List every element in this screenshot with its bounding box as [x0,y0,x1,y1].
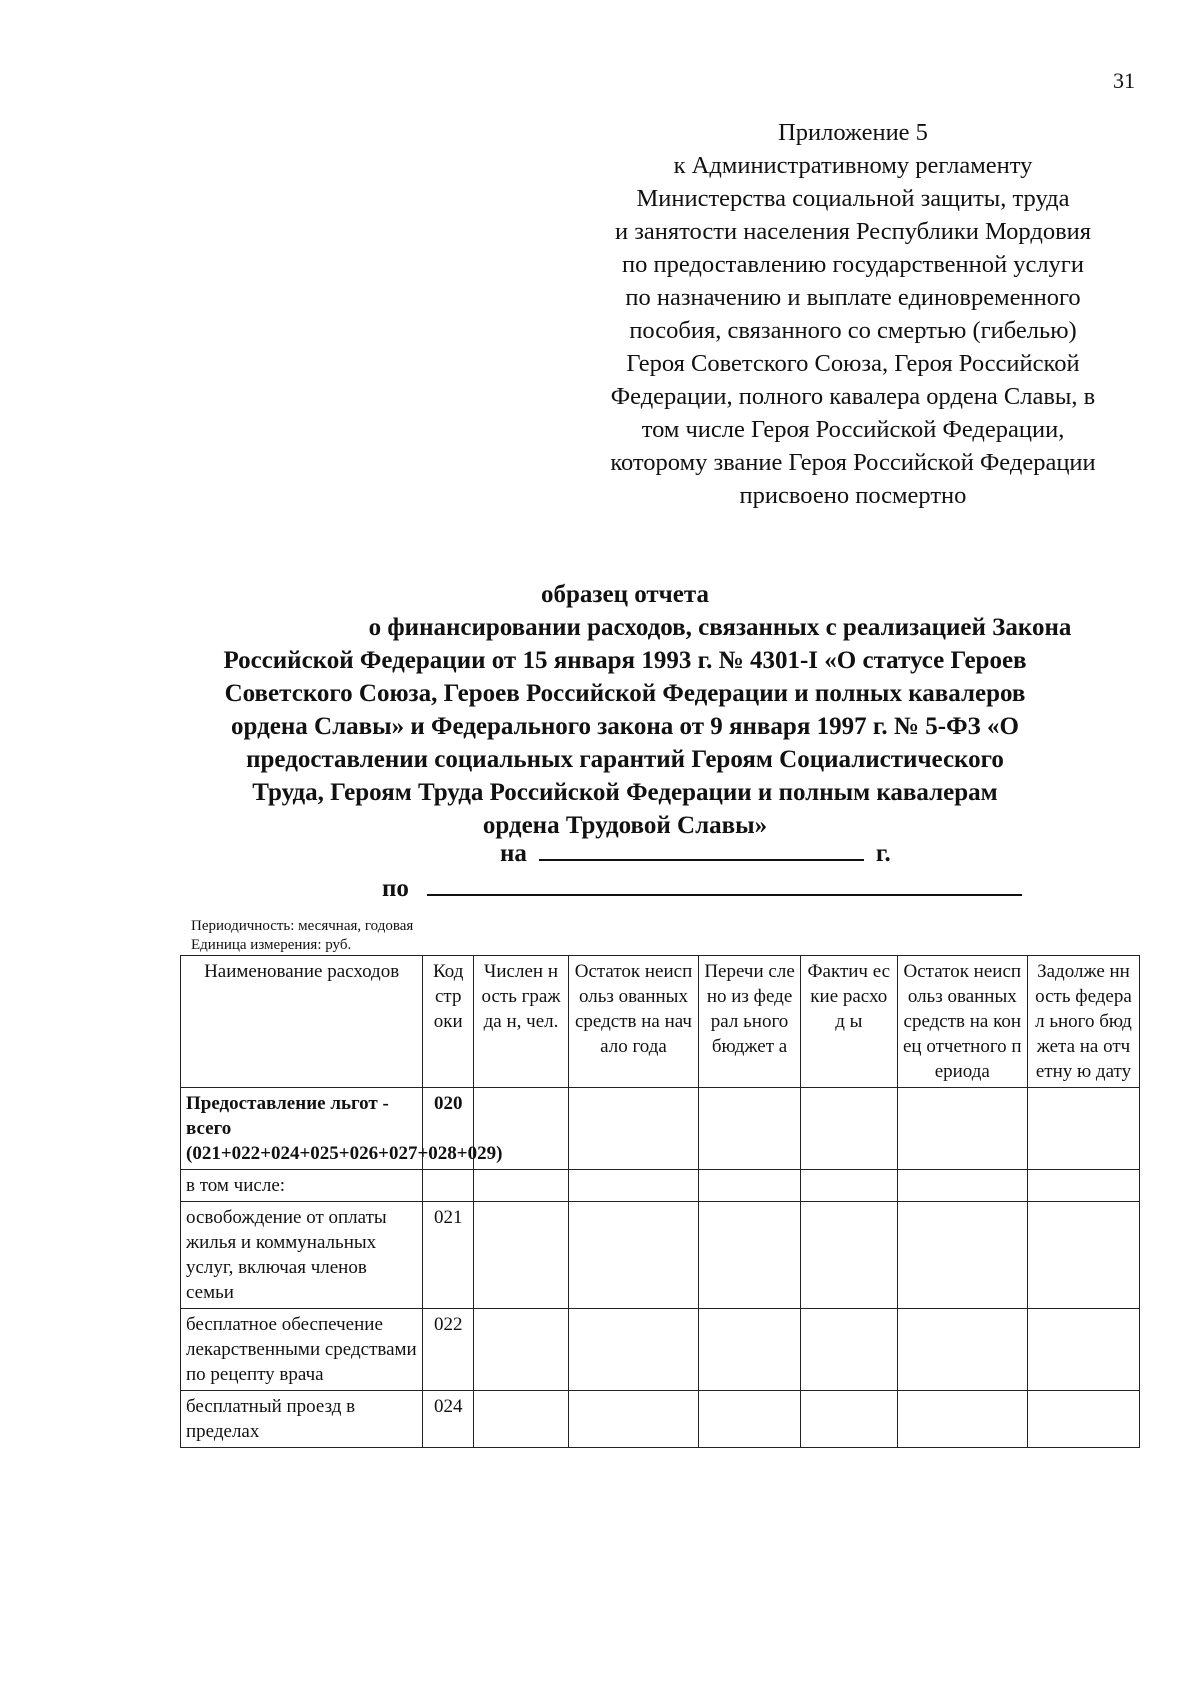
period-prefix: на [500,840,527,867]
periodicity-label: Периодичность: месячная, годовая [191,918,414,934]
table-cell[interactable] [699,1202,801,1309]
row-code: 021 [423,1202,474,1309]
column-header: Остаток неиспольз ованных средств на конец отчетного периода [897,956,1027,1088]
report-period-line [500,837,891,868]
annex-header [568,116,1138,512]
table-cell[interactable] [1027,1309,1139,1391]
table-cell[interactable] [800,1170,897,1202]
report-title-line: о финансировании расходов, связанных с реализацией Закона [368,614,1072,641]
annex-line: присвоено посмертно [739,482,967,509]
annex-line: и занятости населения Республики Мордовия [614,218,1092,245]
table-cell[interactable] [568,1391,698,1448]
table-cell[interactable] [474,1391,569,1448]
report-title-line: Советского Союза, Героев Российской Федерации и полных кавалеров [224,680,1026,707]
table-row [181,1309,1140,1391]
table-cell[interactable] [699,1170,801,1202]
table-row [181,1391,1140,1448]
report-title-line: ордена Трудовой Славы» [482,812,768,839]
annex-line: по предоставлению государственной услуги [622,251,1084,278]
row-name: Предоставление льгот - всего (021+022+024+025+026+027+028+029) [181,1088,423,1170]
column-header: Фактич еские расход ы [800,956,897,1088]
row-code: 024 [423,1391,474,1448]
row-code [423,1170,474,1202]
unit-label: Единица измерения: руб. [191,937,352,953]
table-cell[interactable] [568,1088,698,1170]
table-cell[interactable] [1027,1088,1139,1170]
table-cell[interactable] [800,1202,897,1309]
report-title-line: ордена Славы» и Федерального закона от 9 января 1997 г. № 5-ФЗ «О [231,713,1019,740]
table-row [181,1170,1140,1202]
table-cell[interactable] [897,1202,1027,1309]
annex-line: Федерации, полного кавалера ордена Славы, в [610,383,1096,410]
table-row [181,1088,1140,1170]
table-cell[interactable] [897,1391,1027,1448]
table-cell[interactable] [800,1088,897,1170]
table-header-row [181,956,1140,1088]
report-title-lead: образец отчета [541,581,709,608]
report-title-line: Труда, Героям Труда Российской Федерации и полным кавалерам [252,779,998,806]
table-cell[interactable] [800,1309,897,1391]
table-cell[interactable] [568,1170,698,1202]
column-header: Числен ность гражда н, чел. [474,956,569,1088]
table-cell[interactable] [699,1391,801,1448]
annex-line: которому звание Героя Российской Федерации [610,449,1096,476]
table-cell[interactable] [699,1309,801,1391]
annex-line: к Административному регламенту [673,152,1033,179]
row-name: бесплатный проезд в пределах [181,1391,423,1448]
report-title [160,578,1090,842]
column-header: Наименование расходов [181,956,423,1088]
annex-line: пособия, связанного со смертью (гибелью) [629,317,1077,344]
page-number: 31 [1113,68,1135,93]
column-header: Задолже нность федерал ьного бюджета на отчетну ю дату [1027,956,1139,1088]
table-cell[interactable] [897,1170,1027,1202]
table-cell[interactable] [568,1202,698,1309]
report-organization-line [382,872,1022,903]
report-meta [191,917,413,955]
organization-blank-field[interactable] [427,872,1022,896]
table-cell[interactable] [474,1309,569,1391]
column-header: Перечи слено из федерал ьного бюджет а [699,956,801,1088]
table-cell[interactable] [897,1088,1027,1170]
column-header: Код стр оки [423,956,474,1088]
table-cell[interactable] [1027,1391,1139,1448]
annex-line: Министерства социальной защиты, труда [636,185,1070,212]
table-cell[interactable] [568,1309,698,1391]
period-blank-field[interactable] [539,837,864,861]
table-cell[interactable] [474,1170,569,1202]
row-code: 020 [423,1088,474,1170]
table-cell[interactable] [1027,1170,1139,1202]
organization-prefix: по [382,875,409,902]
table-cell[interactable] [897,1309,1027,1391]
table-cell[interactable] [474,1202,569,1309]
annex-line: том числе Героя Российской Федерации, [641,416,1065,443]
annex-line: Приложение 5 [778,119,928,146]
period-suffix: г. [875,840,891,867]
annex-line: Героя Советского Союза, Героя Российской [626,350,1080,377]
row-name: освобождение от оплаты жилья и коммунальных услуг, включая членов семьи [181,1202,423,1309]
row-name: в том числе: [181,1170,423,1202]
annex-line: по назначению и выплате единовременного [625,284,1081,311]
report-title-line: Российской Федерации от 15 января 1993 г. № 4301-I «О статусе Героев [223,647,1027,674]
table-cell[interactable] [699,1088,801,1170]
report-title-line: предоставлении социальных гарантий Героям Социалистического [246,746,1004,773]
row-code: 022 [423,1309,474,1391]
report-table [180,955,1140,1448]
table-cell[interactable] [800,1391,897,1448]
row-name: бесплатное обеспечение лекарственными средствами по рецепту врача [181,1309,423,1391]
table-row [181,1202,1140,1309]
column-header: Остаток неиспольз ованных средств на начало года [568,956,698,1088]
table-cell[interactable] [1027,1202,1139,1309]
